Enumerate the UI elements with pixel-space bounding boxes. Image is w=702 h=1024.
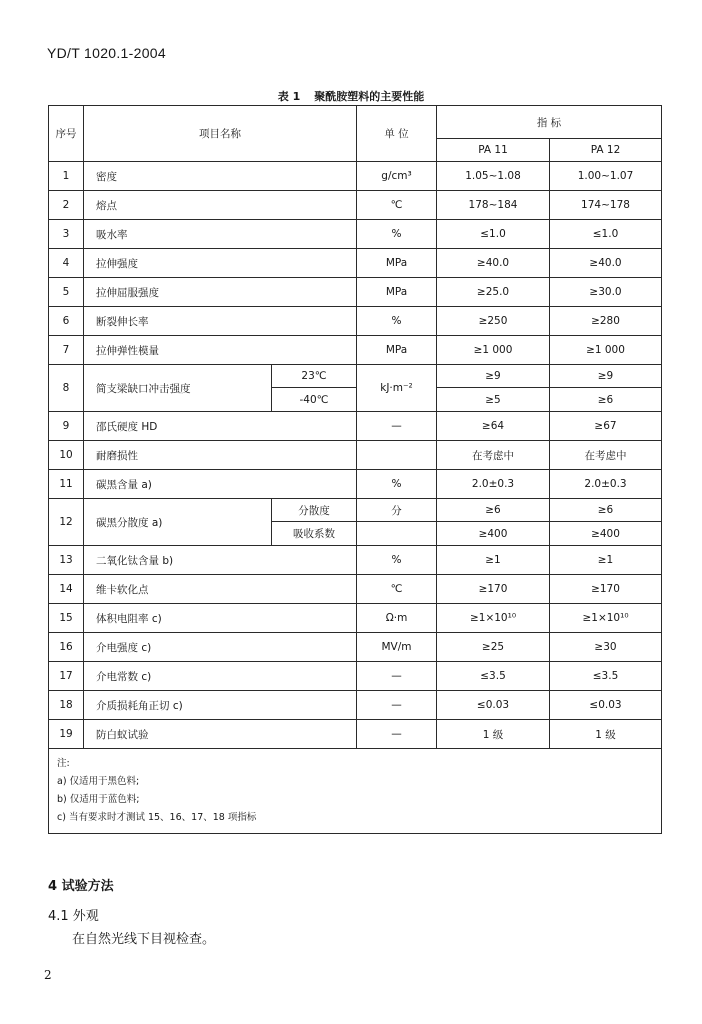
row-pa12: ≥30 xyxy=(550,633,662,662)
row-pa12: ≥170 xyxy=(550,575,662,604)
header-pa11: PA 11 xyxy=(437,139,550,162)
table-row xyxy=(49,278,662,307)
note-b: b) 仅适用于蓝色料; xyxy=(57,794,140,805)
row-name: 维卡软化点 xyxy=(84,575,357,604)
row-pa12: ≥6 xyxy=(550,499,662,522)
row-unit: kJ·m⁻² xyxy=(357,365,437,412)
table-row xyxy=(49,691,662,720)
row-pa11: ≥250 xyxy=(437,307,550,336)
row-pa12: ≥1×10¹⁰ xyxy=(550,604,662,633)
row-unit: MPa xyxy=(357,336,437,365)
row-name: 二氧化钛含量 b) xyxy=(84,546,357,575)
table-row xyxy=(49,307,662,336)
row-number: 12 xyxy=(49,499,84,546)
row-name: 碳黑分散度 a) xyxy=(84,499,272,546)
row-name: 介电常数 c) xyxy=(84,662,357,691)
table-row xyxy=(49,662,662,691)
table-caption xyxy=(0,88,702,104)
row-pa11: ≥64 xyxy=(437,412,550,441)
table-notes xyxy=(49,749,662,834)
row-number: 3 xyxy=(49,220,84,249)
row-pa11: ≥5 xyxy=(437,388,550,412)
row-pa12: 174~178 xyxy=(550,191,662,220)
row-number: 9 xyxy=(49,412,84,441)
table-row xyxy=(49,412,662,441)
row-pa12: ≤0.03 xyxy=(550,691,662,720)
standard-code: YD/T 1020.1-2004 xyxy=(47,45,166,61)
row-unit: % xyxy=(357,220,437,249)
row-pa11: ≥25.0 xyxy=(437,278,550,307)
row-pa12: 在考虑中 xyxy=(550,441,662,470)
row-unit: — xyxy=(357,662,437,691)
row-number: 17 xyxy=(49,662,84,691)
row-pa11: 在考虑中 xyxy=(437,441,550,470)
row-unit: MPa xyxy=(357,278,437,307)
row-unit: — xyxy=(357,720,437,749)
row-number: 11 xyxy=(49,470,84,499)
row-number: 1 xyxy=(49,162,84,191)
table-row xyxy=(49,633,662,662)
row-number: 10 xyxy=(49,441,84,470)
row-pa12: ≥1 xyxy=(550,546,662,575)
row-pa11: 1 级 xyxy=(437,720,550,749)
row-pa11: ≥9 xyxy=(437,365,550,388)
row-unit: MV/m xyxy=(357,633,437,662)
table-row xyxy=(49,720,662,749)
row-name: 碳黑含量 a) xyxy=(84,470,357,499)
row-name: 体积电阻率 c) xyxy=(84,604,357,633)
row-name: 吸水率 xyxy=(84,220,357,249)
row-number: 14 xyxy=(49,575,84,604)
row-number: 8 xyxy=(49,365,84,412)
row-pa11: ≥6 xyxy=(437,499,550,522)
row-name: 断裂伸长率 xyxy=(84,307,357,336)
header-seq: 序号 xyxy=(49,106,84,162)
section-4-heading: 4 试验方法 xyxy=(48,879,114,894)
row-name: 邵氏硬度 HD xyxy=(84,412,357,441)
row-name: 介电强度 c) xyxy=(84,633,357,662)
row-pa12: ≥6 xyxy=(550,388,662,412)
row-number: 16 xyxy=(49,633,84,662)
row-number: 7 xyxy=(49,336,84,365)
row-pa11: ≥1 000 xyxy=(437,336,550,365)
row-sub-label: 吸收系数 xyxy=(272,522,357,546)
table-row xyxy=(49,336,662,365)
row-name: 熔点 xyxy=(84,191,357,220)
table-row xyxy=(49,470,662,499)
header-unit: 单 位 xyxy=(357,106,437,162)
header-index: 指 标 xyxy=(437,106,662,139)
row-sub-label: 分散度 xyxy=(272,499,357,522)
row-pa12: ≥30.0 xyxy=(550,278,662,307)
row-pa11: ≤1.0 xyxy=(437,220,550,249)
row-unit: Ω·m xyxy=(357,604,437,633)
row-pa11: 2.0±0.3 xyxy=(437,470,550,499)
row-sub-label: -40℃ xyxy=(272,388,357,412)
row-number: 2 xyxy=(49,191,84,220)
page-number: 2 xyxy=(44,968,52,982)
row-pa12: ≥67 xyxy=(550,412,662,441)
section-4-1-text: 在自然光线下目视检查。 xyxy=(72,932,216,947)
row-unit: ℃ xyxy=(357,191,437,220)
row-pa12: 1 级 xyxy=(550,720,662,749)
section-4-1-heading: 4.1 外观 xyxy=(48,909,99,924)
row-unit xyxy=(357,441,437,470)
row-unit: ℃ xyxy=(357,575,437,604)
row-unit: g/cm³ xyxy=(357,162,437,191)
row-number: 19 xyxy=(49,720,84,749)
row-pa12: ≤1.0 xyxy=(550,220,662,249)
row-name: 简支梁缺口冲击强度 xyxy=(84,365,272,412)
row-unit: % xyxy=(357,470,437,499)
row-name: 拉伸强度 xyxy=(84,249,357,278)
row-name: 拉伸弹性模量 xyxy=(84,336,357,365)
table-caption-number: 表 1 xyxy=(277,90,301,103)
row-name: 介质损耗角正切 c) xyxy=(84,691,357,720)
table-caption-title: 聚酰胺塑料的主要性能 xyxy=(314,90,425,103)
table-row xyxy=(49,249,662,278)
row-sub-label: 23℃ xyxy=(272,365,357,388)
note-a: a) 仅适用于黑色料; xyxy=(57,776,140,787)
properties-table xyxy=(48,105,662,834)
row-name: 拉伸屈服强度 xyxy=(84,278,357,307)
row-pa12: ≥9 xyxy=(550,365,662,388)
row-unit: — xyxy=(357,412,437,441)
table-row xyxy=(49,575,662,604)
row-number: 5 xyxy=(49,278,84,307)
row-number: 6 xyxy=(49,307,84,336)
table-row xyxy=(49,191,662,220)
row-pa12: ≥40.0 xyxy=(550,249,662,278)
row-pa11: 178~184 xyxy=(437,191,550,220)
row-pa11: ≥1 xyxy=(437,546,550,575)
row-pa12: ≥1 000 xyxy=(550,336,662,365)
row-unit: — xyxy=(357,691,437,720)
row-unit: % xyxy=(357,307,437,336)
row-pa11: ≥25 xyxy=(437,633,550,662)
table-row xyxy=(49,441,662,470)
table-notes-row xyxy=(49,749,662,834)
row-number: 18 xyxy=(49,691,84,720)
row-pa12: 2.0±0.3 xyxy=(550,470,662,499)
row-pa11: ≥40.0 xyxy=(437,249,550,278)
header-item: 项目名称 xyxy=(84,106,357,162)
row-unit: MPa xyxy=(357,249,437,278)
row-pa11: ≥1×10¹⁰ xyxy=(437,604,550,633)
row-number: 15 xyxy=(49,604,84,633)
table-row-dispersion xyxy=(49,499,662,522)
row-unit: 分 xyxy=(357,499,437,522)
row-number: 4 xyxy=(49,249,84,278)
row-pa11: ≥400 xyxy=(437,522,550,546)
row-pa11: 1.05~1.08 xyxy=(437,162,550,191)
row-pa11: ≥170 xyxy=(437,575,550,604)
row-pa12: ≥280 xyxy=(550,307,662,336)
table-row xyxy=(49,220,662,249)
note-c: c) 当有要求时才测试 15、16、17、18 项指标 xyxy=(57,812,257,823)
row-unit xyxy=(357,522,437,546)
row-pa12: ≥400 xyxy=(550,522,662,546)
table-row xyxy=(49,162,662,191)
row-pa11: ≤0.03 xyxy=(437,691,550,720)
row-name: 防白蚁试验 xyxy=(84,720,357,749)
row-name: 密度 xyxy=(84,162,357,191)
header-pa12: PA 12 xyxy=(550,139,662,162)
notes-title: 注: xyxy=(57,758,70,769)
row-pa12: ≤3.5 xyxy=(550,662,662,691)
table-row xyxy=(49,546,662,575)
row-pa12: 1.00~1.07 xyxy=(550,162,662,191)
table-row xyxy=(49,604,662,633)
row-number: 13 xyxy=(49,546,84,575)
row-name: 耐磨损性 xyxy=(84,441,357,470)
row-pa11: ≤3.5 xyxy=(437,662,550,691)
table-row-impact xyxy=(49,365,662,388)
row-unit: % xyxy=(357,546,437,575)
